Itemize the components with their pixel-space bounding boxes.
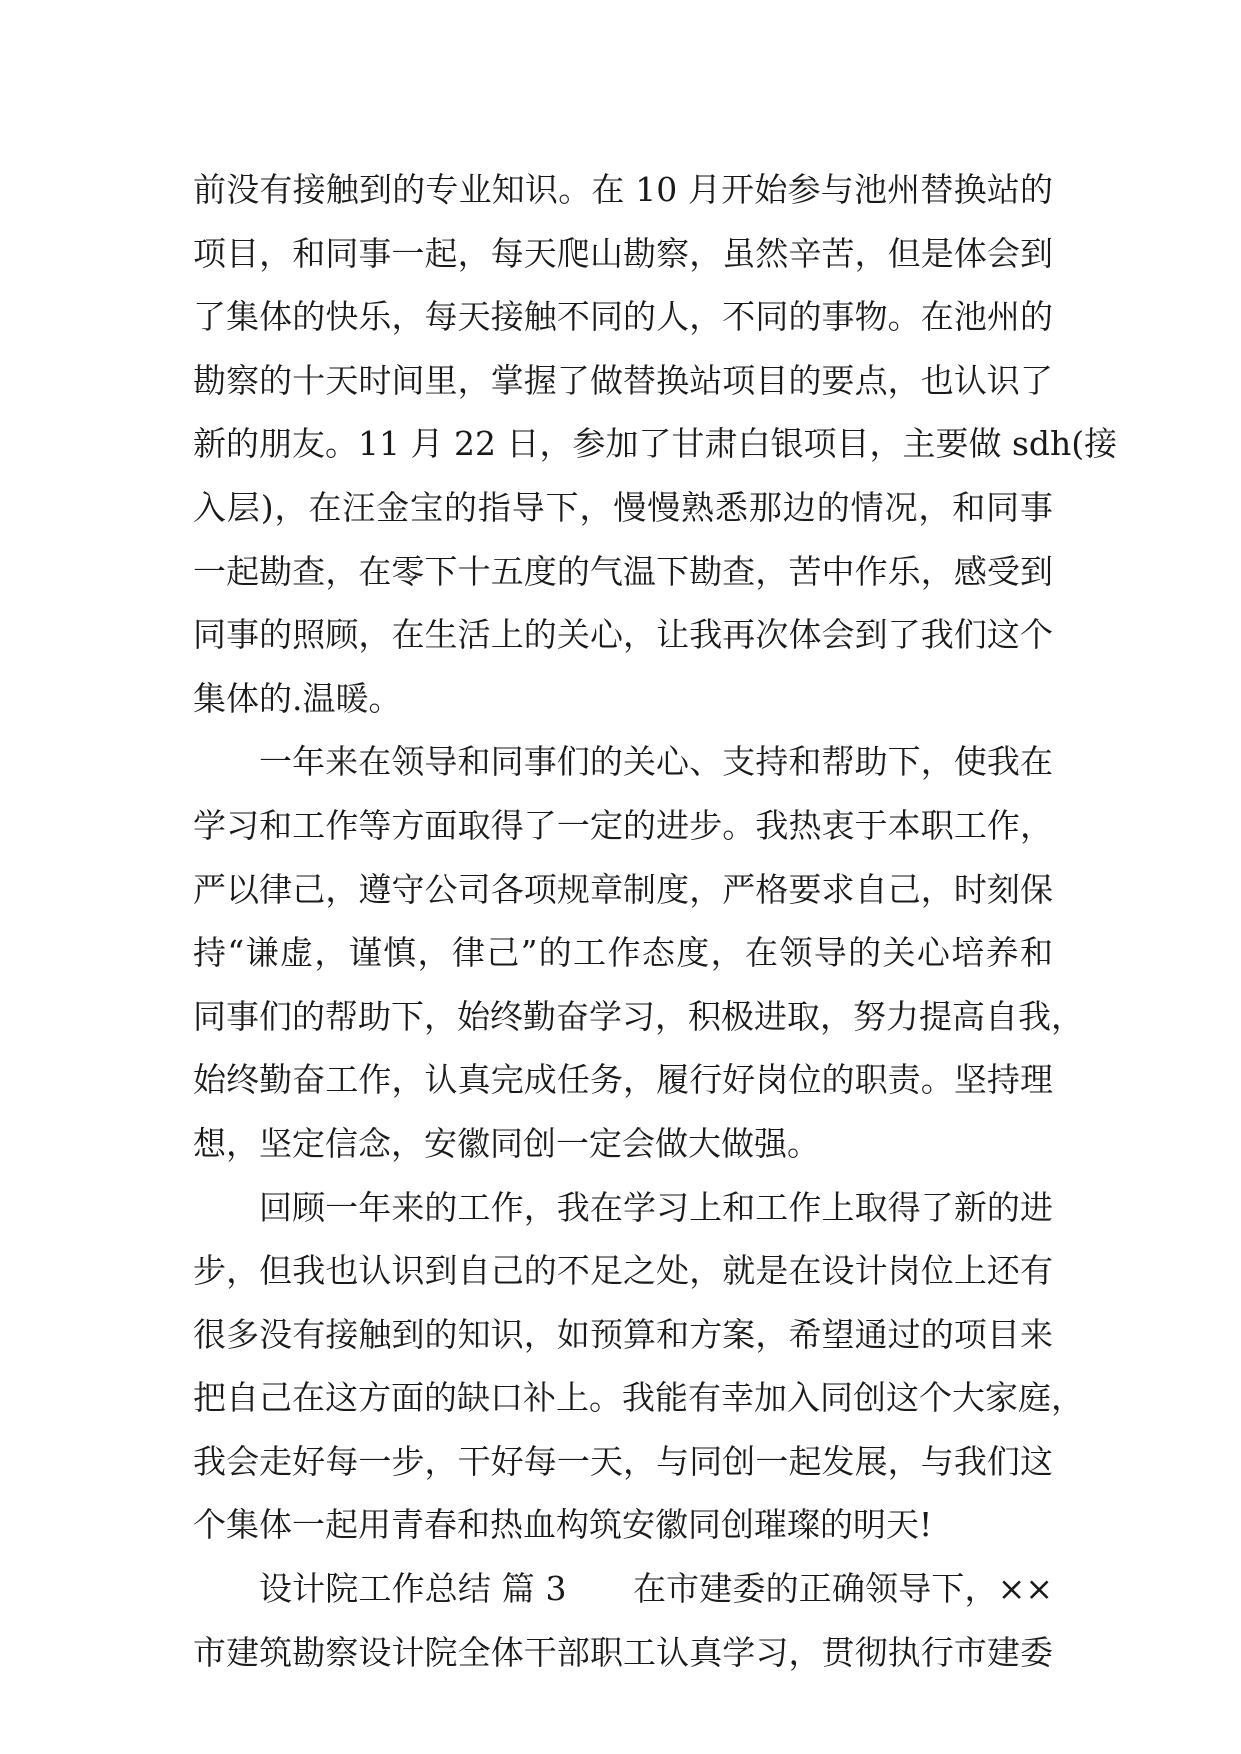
text-line: 设计院工作总结 篇 3 在市建委的正确领导下，××: [259, 1569, 1053, 1609]
text-line: 个集体一起用青春和热血构筑安徽同创璀璨的明天!: [193, 1505, 933, 1545]
text-line: 入层)，在汪金宝的指导下，慢慢熟悉那边的情况，和同事: [193, 487, 1053, 527]
text-line: 项目，和同事一起，每天爬山勘察，虽然辛苦，但是体会到: [193, 233, 1053, 273]
text-line: 始终勤奋工作，认真完成任务，履行好岗位的职责。坚持理: [193, 1060, 1053, 1100]
text-line: 持“谦虚，谨慎，律己”的工作态度，在领导的关心培养和: [193, 933, 1053, 973]
body-text: [193, 158, 1118, 1684]
text-line: 学习和工作等方面取得了一定的进步。我热衷于本职工作，: [193, 805, 1053, 845]
text-line: 一起勘查，在零下十五度的气温下勘查，苦中作乐，感受到: [193, 551, 1053, 591]
text-line: 勘察的十天时间里，掌握了做替换站项目的要点，也认识了: [193, 360, 1053, 400]
text-line: 前没有接触到的专业知识。在 10 月开始参与池州替换站的: [193, 170, 1053, 209]
text-line: 把自己在这方面的缺口补上。我能有幸加入同创这个大家庭，: [193, 1378, 1084, 1418]
text-line: 新的朋友。11 月 22 日，参加了甘肃白银项目，主要做 sdh(接: [193, 424, 1118, 464]
text-line: 市建筑勘察设计院全体干部职工认真学习，贯彻执行市建委: [193, 1632, 1053, 1672]
text-line: 了集体的快乐，每天接触不同的人，不同的事物。在池州的: [193, 297, 1053, 337]
text-line: 想，坚定信念，安徽同创一定会做大做强。: [193, 1123, 820, 1163]
text-line: 同事的照顾，在生活上的关心，让我再次体会到了我们这个: [193, 615, 1053, 655]
text-line: 同事们的帮助下，始终勤奋学习，积极进取，努力提高自我，: [193, 996, 1084, 1036]
text-line: 很多没有接触到的知识，如预算和方案，希望通过的项目来: [193, 1314, 1053, 1354]
text-line: 我会走好每一步，干好每一天，与同创一起发展，与我们这: [193, 1441, 1053, 1481]
text-line: 一年来在领导和同事们的关心、支持和帮助下，使我在: [259, 742, 1053, 782]
text-line: 步，但我也认识到自己的不足之处，就是在设计岗位上还有: [193, 1251, 1053, 1291]
text-line: 集体的.温暖。: [193, 678, 402, 718]
text-line: 严以律己，遵守公司各项规章制度，严格要求自己，时刻保: [193, 869, 1053, 909]
text-line: 回顾一年来的工作，我在学习上和工作上取得了新的进: [259, 1187, 1053, 1227]
